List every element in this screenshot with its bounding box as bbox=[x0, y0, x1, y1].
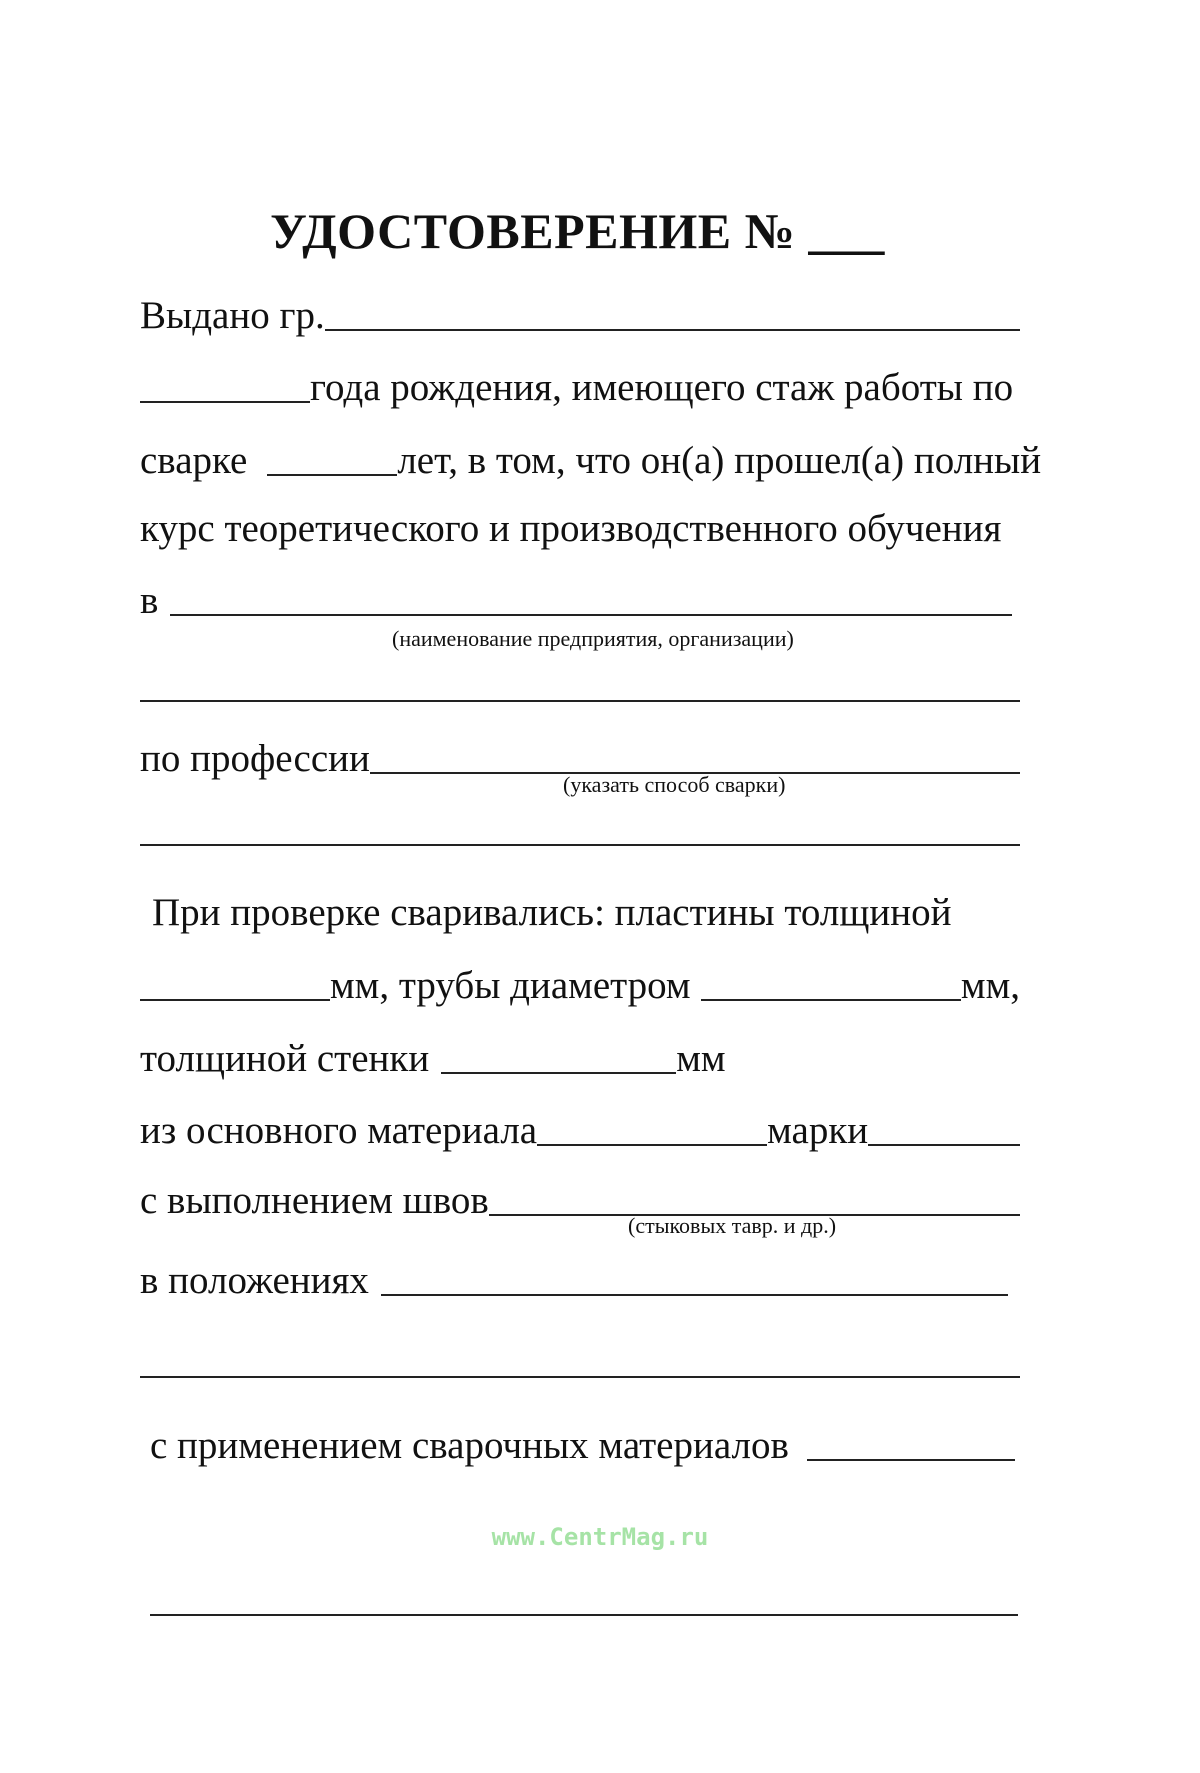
experience-years-blank[interactable] bbox=[267, 438, 397, 476]
profession-continued-blank[interactable] bbox=[140, 808, 1020, 846]
course-label: курс теоретического и производственного обучения bbox=[140, 507, 1002, 550]
pipe-diameter-blank[interactable] bbox=[701, 963, 961, 1001]
issued-to-label: Выдано гр. bbox=[140, 294, 325, 337]
consumables-blank[interactable] bbox=[807, 1423, 1015, 1461]
positions-label: в положениях bbox=[140, 1259, 369, 1302]
positions-continued-blank[interactable] bbox=[140, 1340, 1020, 1378]
method-hint: (указать способ сварки) bbox=[563, 772, 786, 797]
wall-thickness-label: толщиной стенки bbox=[140, 1037, 430, 1080]
organization-continued-blank[interactable] bbox=[140, 664, 1020, 702]
profession-blank[interactable] bbox=[370, 736, 1020, 774]
organization-blank[interactable] bbox=[170, 578, 1012, 616]
experience-row bbox=[140, 420, 1042, 482]
profession-continued-row bbox=[140, 790, 1020, 850]
consumables-continued-blank[interactable] bbox=[150, 1578, 1018, 1616]
consumables-label: с применением сварочных материалов bbox=[150, 1424, 789, 1467]
welding-label: сварке bbox=[140, 439, 248, 482]
profession-row bbox=[140, 718, 1020, 778]
birth-year-row bbox=[140, 347, 1020, 407]
profession-label: по профессии bbox=[140, 737, 370, 780]
grade-label: марки bbox=[767, 1109, 869, 1152]
page-title: УДОСТОВЕРЕНИЕ № ___ bbox=[270, 203, 885, 259]
issued-to-blank[interactable] bbox=[325, 293, 1020, 331]
seams-label: с выполнением швов bbox=[140, 1179, 489, 1222]
material-row bbox=[140, 1090, 1020, 1150]
mm-pipes-label: мм, трубы диаметром bbox=[330, 964, 691, 1007]
positions-blank[interactable] bbox=[381, 1258, 1008, 1296]
mm-label: мм bbox=[676, 1037, 726, 1080]
base-material-label: из основного материала bbox=[140, 1109, 538, 1152]
grade-blank[interactable] bbox=[868, 1108, 1020, 1146]
birth-year-blank[interactable] bbox=[140, 365, 310, 403]
in-label: в bbox=[140, 579, 159, 622]
seams-hint: (стыковых тавр. и др.) bbox=[628, 1213, 837, 1238]
organization-continued-row bbox=[140, 646, 1020, 706]
watermark: www.CentrMag.ru bbox=[491, 1523, 709, 1551]
consumables-continued-row bbox=[150, 1560, 1018, 1620]
dimensions-row bbox=[140, 945, 1020, 1005]
positions-continued-row bbox=[140, 1322, 1020, 1382]
organization-row bbox=[140, 560, 1020, 620]
wall-thickness-row bbox=[140, 1018, 1020, 1078]
check-intro-row bbox=[152, 872, 1032, 932]
positions-row bbox=[140, 1240, 1020, 1300]
organization-hint: (наименование предприятия, организации) bbox=[392, 626, 794, 651]
base-material-blank[interactable] bbox=[537, 1108, 767, 1146]
seams-blank[interactable] bbox=[489, 1178, 1020, 1216]
course-row bbox=[140, 488, 1020, 548]
check-intro-label: При проверке сваривались: пластины толщиной bbox=[152, 891, 952, 934]
mm-end-label: мм, bbox=[960, 964, 1020, 1007]
wall-thickness-blank[interactable] bbox=[441, 1036, 676, 1074]
years-passed-label: лет, в том, что он(а) прошел(а) полный bbox=[397, 439, 1042, 482]
seams-row bbox=[140, 1160, 1020, 1220]
birth-year-label: года рождения, имеющего стаж работы по bbox=[310, 366, 1014, 409]
issued-to-row bbox=[140, 275, 1020, 335]
consumables-row bbox=[150, 1405, 1020, 1465]
plate-thickness-blank[interactable] bbox=[140, 963, 330, 1001]
